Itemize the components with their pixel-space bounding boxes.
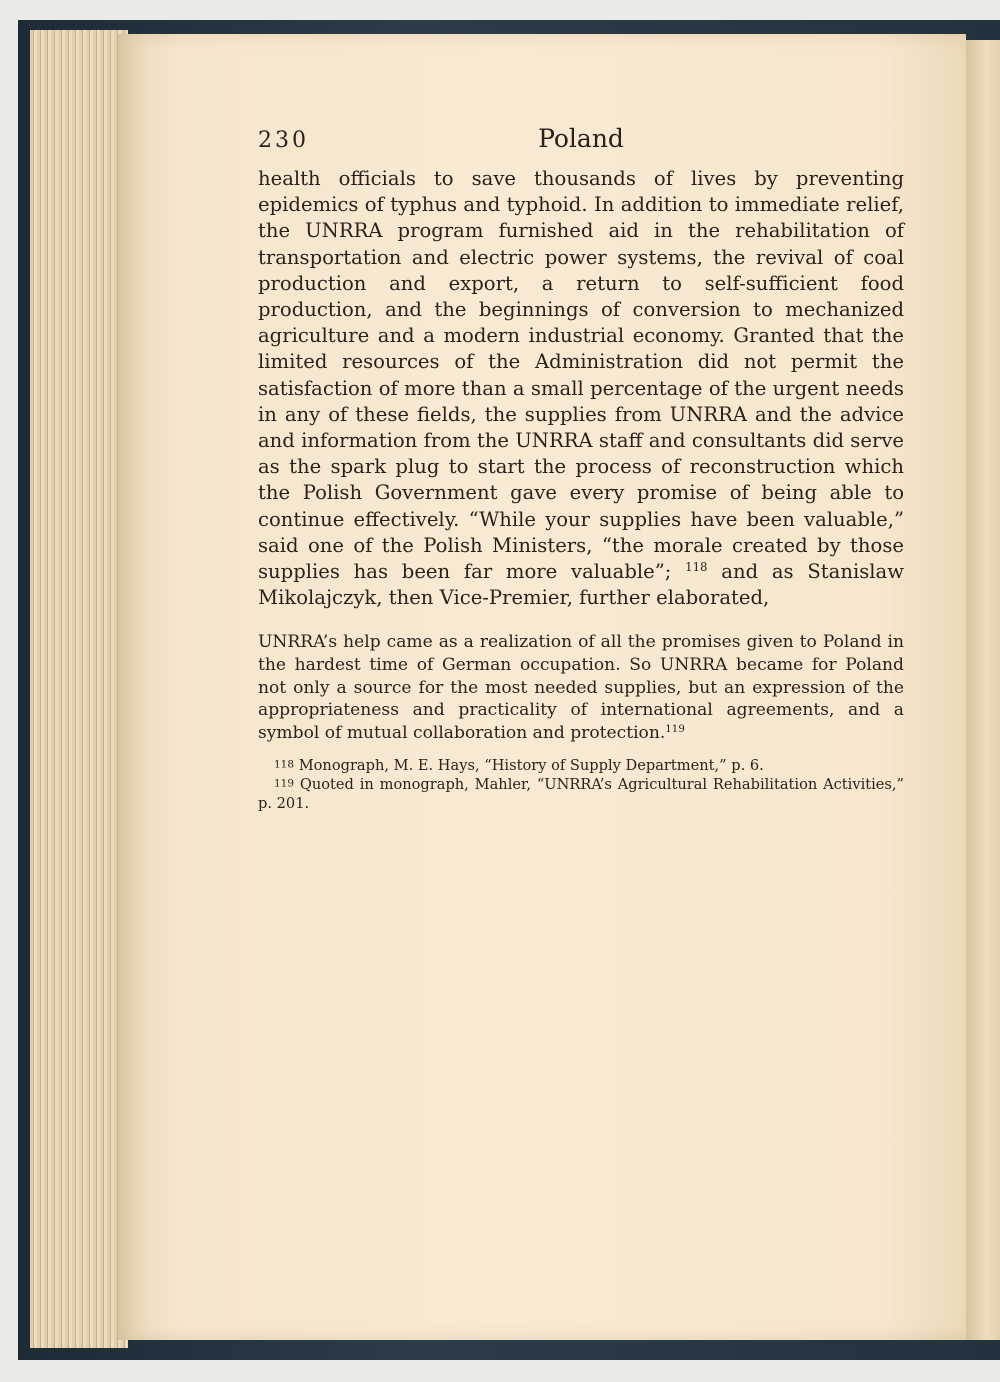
- footnote-ref-119: 119: [665, 722, 685, 735]
- page-content: [258, 124, 904, 813]
- next-page-edge: [966, 40, 1000, 1340]
- quote-text: UNRRA’s help came as a realization of all the promises given to Poland in the hardest time of German occupation. So UNRRA became for Poland not only a source for the most needed supplies, but an expression of the appropriateness and practicality of international agreements, and a symbol of mutual collaboration and protection.: [258, 632, 904, 743]
- footnotes: [258, 756, 904, 813]
- body-paragraph: [258, 166, 904, 611]
- page-edges: [30, 30, 128, 1348]
- footnote-number: 118: [274, 758, 295, 771]
- footnote-text: Quoted in monograph, Mahler, “UNRRA’s Agricultural Rehabilitation Activities,” p. 201.: [258, 776, 905, 813]
- running-head: [258, 124, 904, 166]
- footnote-ref-118: 118: [685, 560, 708, 574]
- paragraph-text: health officials to save thousands of lives by preventing epidemics of typhus and typhoid. In addition to immediate relief, the UNRRA program furnished aid in the rehabilitation of transportation and electric power systems, the revival of coal production and export, a return to self-sufficient food production, and the beginnings of conversion to mechanized agriculture and a modern industrial economy. Granted that the limited resources of the Administration did not permit the satisfaction of more than a small percentage of the urgent needs in any of these fields, the supplies from UNRRA and the advice and information from the UNRRA staff and consultants did serve as the spark plug to start the process of reconstruction which the Polish Government gave every promise of being able to continue effectively. “While your supplies have been valuable,” said one of the Polish Ministers, “the morale created by those supplies has been far more valuable”;: [258, 167, 904, 584]
- running-title: Poland: [538, 124, 624, 153]
- footnote-119: [258, 775, 904, 813]
- footnote-text: Monograph, M. E. Hays, “History of Supply Department,” p. 6.: [298, 757, 764, 775]
- paragraph-continuation: and as Stanislaw Mikolajczyk, then Vice-Premier, further elaborated,: [258, 560, 904, 610]
- block-quote: [258, 631, 904, 744]
- footnote-118: [258, 756, 904, 775]
- footnote-number: 119: [274, 777, 295, 790]
- page-number: 230: [258, 128, 309, 153]
